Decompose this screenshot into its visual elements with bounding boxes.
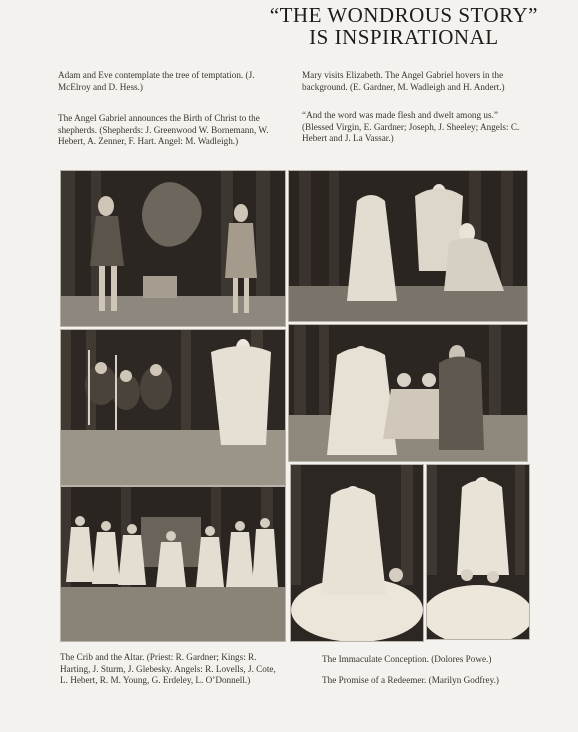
caption-adam-eve: Adam and Eve contemplate the tree of temptation. (J. McElroy and D. Hess.) bbox=[58, 70, 255, 92]
caption-promise: The Promise of a Redeemer. (Marilyn Godfrey.) bbox=[322, 675, 499, 685]
crib-and-altar-photo bbox=[60, 486, 286, 642]
caption-crib-altar: The Crib and the Altar. (Priest: R. Gardner; Kings: R. Harting, J. Sturm, J. Glebesky. Angels: R. Lovells, J. Cote, L. Hebert, R. M. Young, G. Erdeley, L. O’Donnell.) bbox=[60, 652, 276, 685]
caption-visitation: Mary visits Elizabeth. The Angel Gabriel hovers in the background. (E. Gardner, M. Wadleigh and H. Andert.) bbox=[302, 70, 505, 92]
promise-of-redeemer-photo bbox=[426, 464, 530, 640]
title-line-2: IS INSPIRATIONAL bbox=[309, 25, 499, 49]
page-title bbox=[270, 4, 538, 48]
caption-word-flesh: “And the word was made flesh and dwelt among us.” (Blessed Virgin, E. Gardner; Joseph, J. Sheeley; Angels: C. Hebert and J. La Vassar.) bbox=[302, 110, 520, 143]
angel-and-shepherds-photo bbox=[60, 329, 286, 486]
mary-visits-elizabeth-photo bbox=[288, 170, 528, 322]
title-line-1: “THE WONDROUS STORY” bbox=[269, 3, 538, 27]
caption-gabriel-shepherds: The Angel Gabriel announces the Birth of Christ to the shepherds. (Shepherds: J. Greenwood W. Bornemann, W. Hebert, A. Zenner, F. Hart. Angel: M. Wadleigh.) bbox=[58, 113, 269, 146]
caption-immaculate: The Immaculate Conception. (Dolores Powe.) bbox=[322, 654, 492, 664]
nativity-photo bbox=[288, 324, 528, 462]
adam-and-eve-photo bbox=[60, 170, 286, 327]
immaculate-conception-photo bbox=[290, 464, 424, 642]
